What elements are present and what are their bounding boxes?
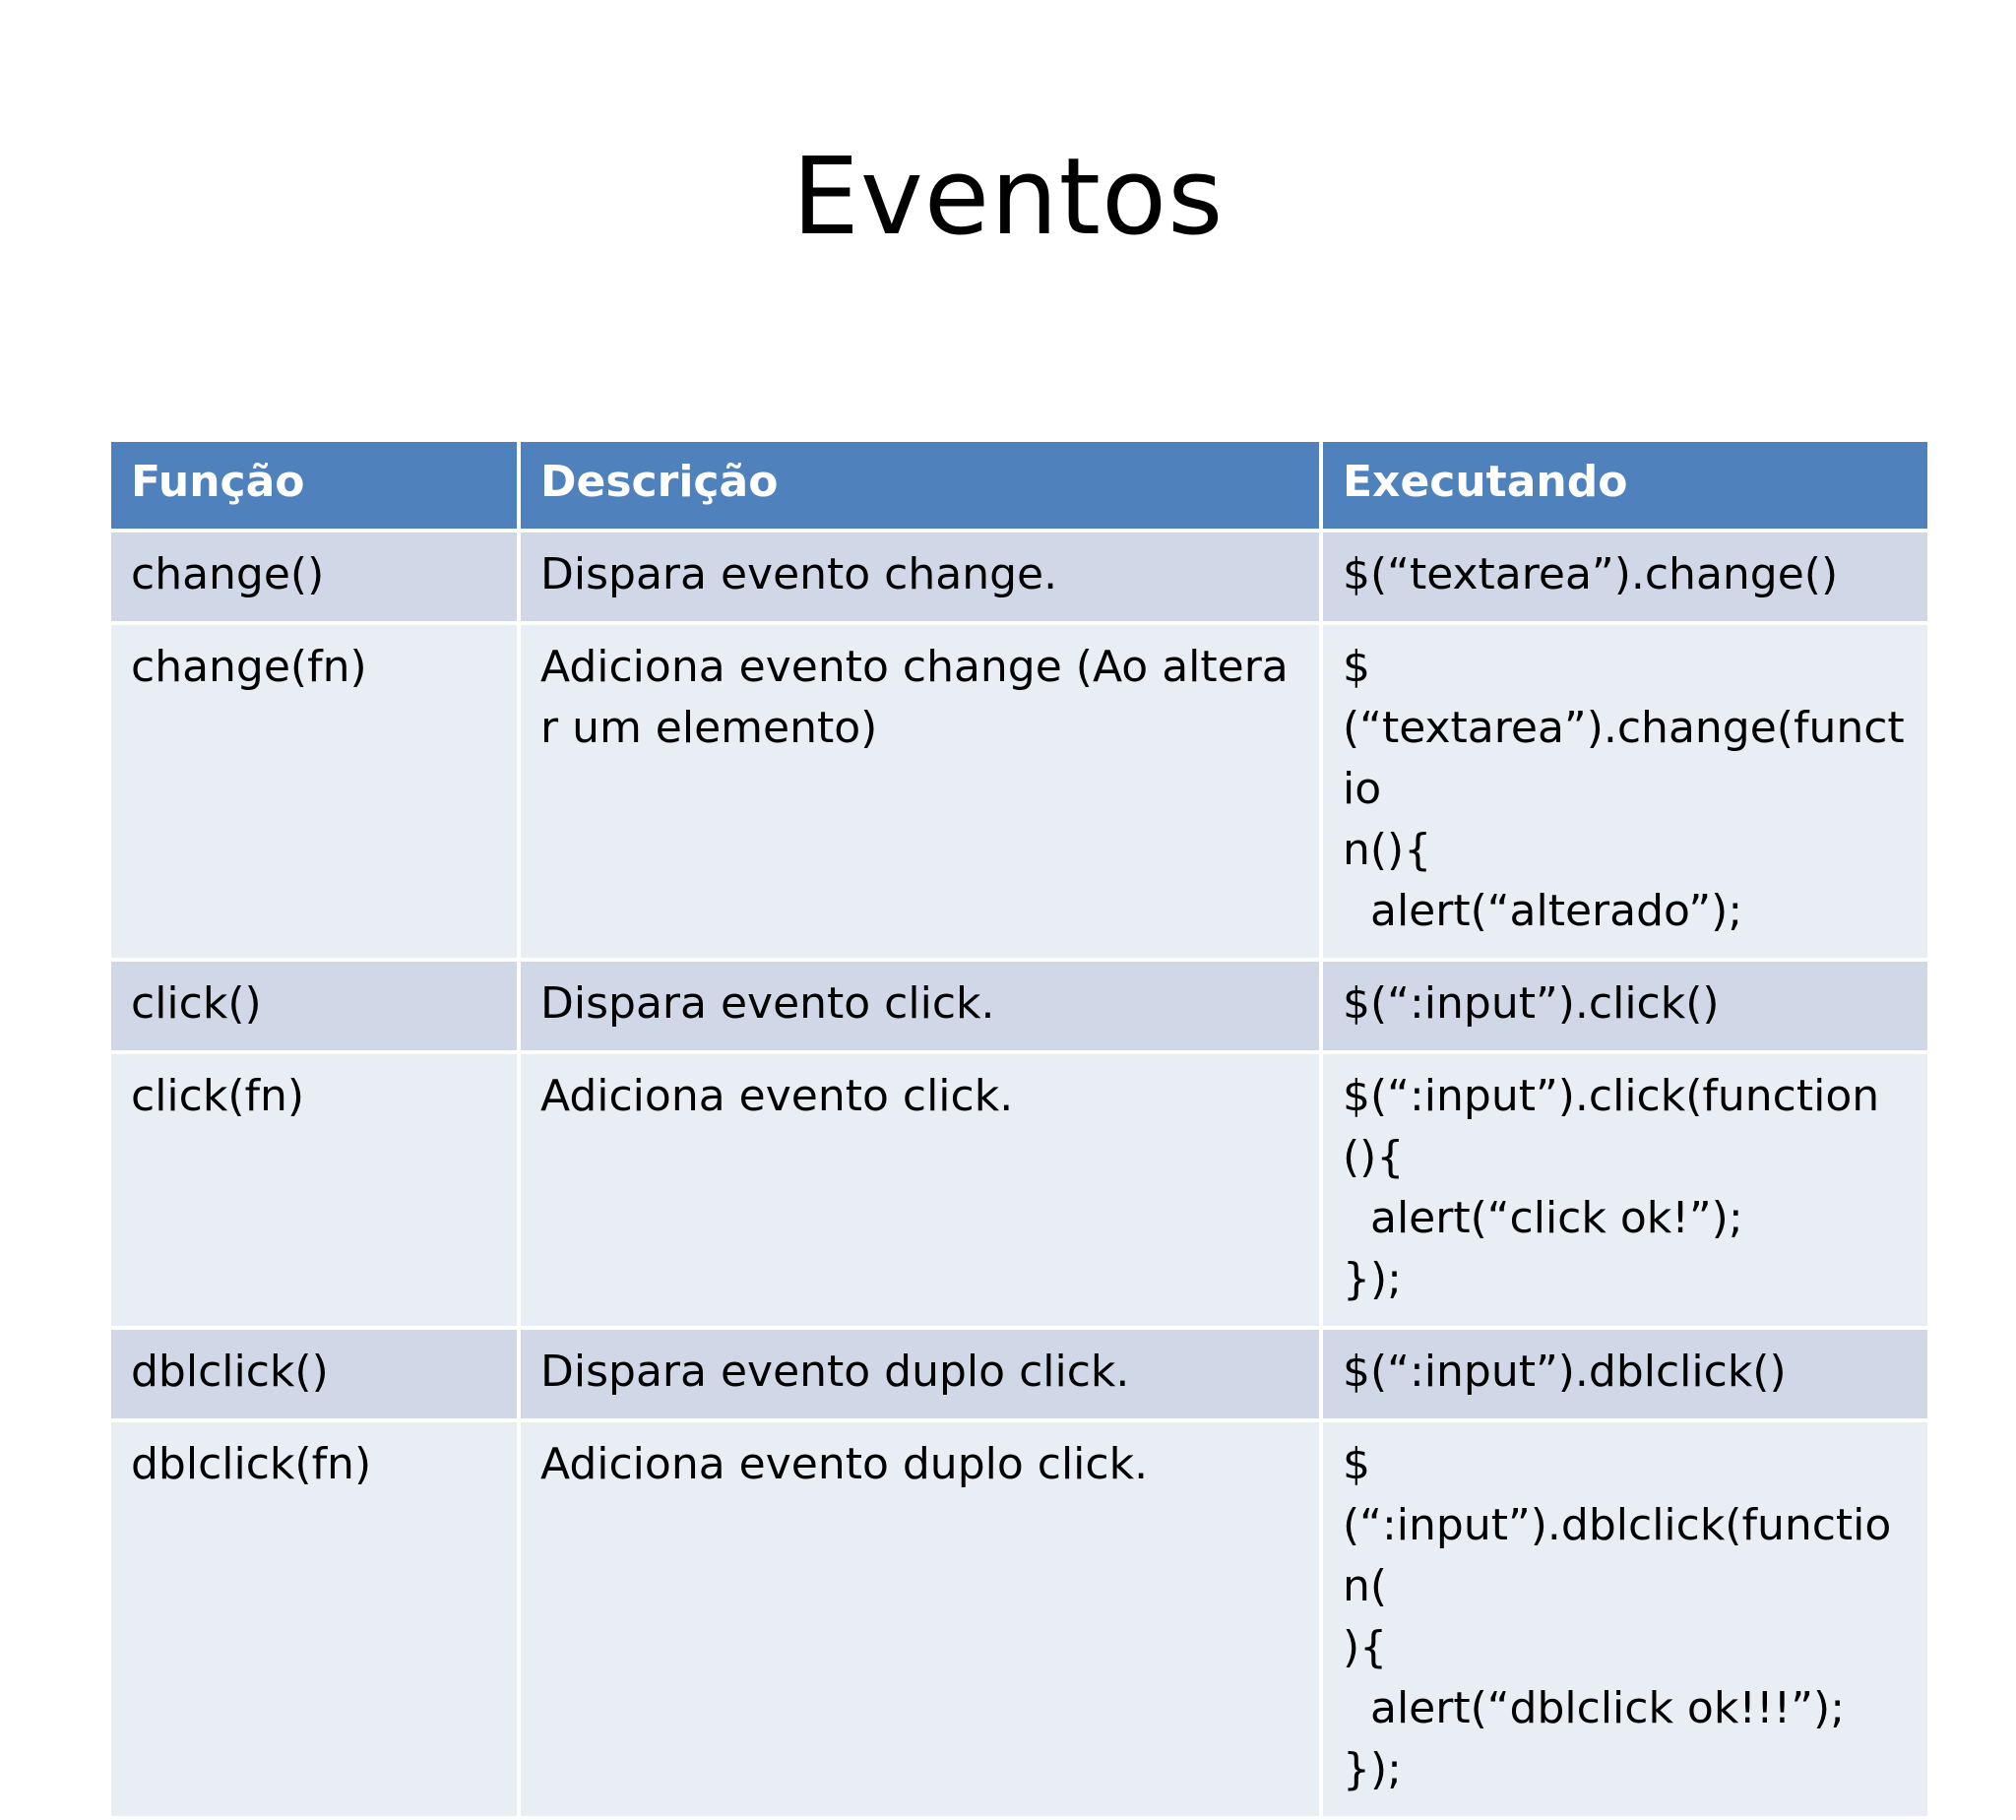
cell-example: $ (“textarea”).change(functio n(){ alert(“alterado”); <box>1323 625 1927 962</box>
table-row <box>111 1330 1927 1422</box>
table-row <box>111 625 1927 962</box>
cell-description: Dispara evento duplo click. <box>521 1330 1323 1422</box>
header-executando: Executando <box>1323 442 1927 533</box>
cell-function: dblclick() <box>111 1330 521 1422</box>
cell-description: Dispara evento change. <box>521 533 1323 625</box>
cell-example: $(“:input”).dblclick() <box>1323 1330 1927 1422</box>
header-funcao: Função <box>111 442 521 533</box>
cell-description: Adiciona evento duplo click. <box>521 1422 1323 1820</box>
table-header-row <box>111 442 1927 533</box>
cell-function: click(fn) <box>111 1054 521 1330</box>
cell-description: Adiciona evento click. <box>521 1054 1323 1330</box>
events-table-container <box>111 442 1927 1794</box>
cell-example: $(“:input”).click(function(){ alert(“click ok!”); }); <box>1323 1054 1927 1330</box>
events-table <box>111 442 1927 1820</box>
cell-function: change() <box>111 533 521 625</box>
cell-example: $(“textarea”).change() <box>1323 533 1927 625</box>
cell-example: $(“:input”).click() <box>1323 962 1927 1054</box>
header-descricao: Descrição <box>521 442 1323 533</box>
cell-function: click() <box>111 962 521 1054</box>
cell-description: Adiciona evento change (Ao alterar um elemento) <box>521 625 1323 962</box>
cell-function: change(fn) <box>111 625 521 962</box>
table-row <box>111 962 1927 1054</box>
slide-title: Eventos <box>791 136 1225 259</box>
cell-function: dblclick(fn) <box>111 1422 521 1820</box>
cell-example: $ (“:input”).dblclick(function( ){ alert(“dblclick ok!!!”); }); <box>1323 1422 1927 1820</box>
table-row <box>111 1422 1927 1820</box>
table-row <box>111 1054 1927 1330</box>
cell-description: Dispara evento click. <box>521 962 1323 1054</box>
table-row <box>111 533 1927 625</box>
